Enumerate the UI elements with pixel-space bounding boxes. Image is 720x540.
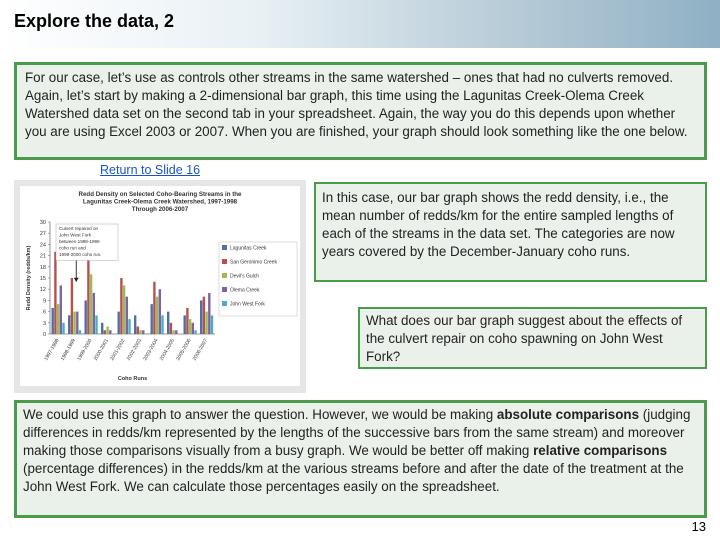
intro-text: For our case, let’s use as controls other streams in the same watershed – ones that had no culverts removed. Again, let’s start by making a 2-dimensional bar graph, this time using the Lagunitas Creek-Olema Creek Watershed data set on the second tab in your spreadsheet. Again, the way you do this depends upon whether you are using Excel 2003 or 2007. When you are finished, your graph should look something like the one below.	[25, 70, 688, 139]
bar	[205, 312, 207, 334]
x-tick-label: 2000-2001	[92, 338, 110, 362]
annotation-text: 1999-2000 coho run.	[59, 252, 102, 257]
bar	[151, 304, 153, 334]
annotation-text: between 1998-1999	[59, 239, 100, 244]
intro-text-box	[14, 62, 707, 160]
legend-label: John West Fork	[230, 301, 265, 308]
bar	[200, 300, 202, 334]
bar	[54, 252, 56, 334]
bar	[62, 323, 64, 334]
absolute-comparisons-term: absolute comparisons	[496, 407, 640, 422]
y-axis-label: Redd Density (redds/km)	[26, 245, 32, 311]
y-tick-label: 6	[42, 309, 46, 316]
legend-swatch	[222, 259, 227, 264]
bar	[203, 297, 205, 334]
answer-text-part-3: (percentage differences) in the redds/km at the various streams before and after the date of the treatment at the John West Fork. We can calculate those percentages easily on the spreadsheet.	[23, 461, 684, 494]
annotation-text: coho run and	[59, 245, 86, 251]
bar	[128, 319, 130, 334]
bar	[167, 312, 169, 334]
answer-text-part-2: (judging differences in redds/km represented by the lengths of the successive bars from the same stream) and moreover making those comparisons visually from a busy graph. We would be better off making	[23, 407, 691, 458]
x-tick-label: 1998-1999	[59, 338, 77, 362]
question-text: What does our bar graph suggest about the effects of the culvert repair on coho spawning on John West Fork?	[366, 313, 683, 364]
bar	[172, 330, 174, 334]
bar	[52, 308, 54, 334]
y-tick-label: 15	[39, 276, 46, 282]
legend-swatch	[222, 287, 227, 292]
bar	[137, 327, 139, 334]
bar	[208, 293, 210, 334]
bar-graph-description: In this case, our bar graph shows the redd density, i.e., the mean number of redds/km for the entire sampled lengths of each of the streams in the data set. The categories are now years covered by the December-January coho runs.	[322, 190, 675, 259]
legend-label: Lagunitas Creek	[230, 245, 267, 252]
bar	[186, 308, 188, 334]
x-tick-label: 1999-2000	[76, 338, 94, 362]
chart-container	[20, 186, 300, 386]
bar	[87, 259, 89, 334]
bar	[57, 304, 59, 334]
legend-swatch	[222, 245, 227, 250]
bar	[71, 278, 73, 334]
y-tick-label: 12	[39, 287, 46, 294]
annotation-arrowhead	[74, 278, 79, 282]
bar	[123, 285, 125, 334]
bar	[90, 274, 92, 334]
chart-title: Redd Density on Selected Coho-Bearing Streams in the	[78, 191, 242, 198]
bar	[73, 312, 75, 334]
bar	[85, 300, 87, 334]
x-tick-label: 2002-2003	[125, 338, 143, 362]
y-tick-label: 27	[39, 231, 46, 238]
bar	[106, 327, 108, 334]
bar	[194, 330, 196, 334]
bar	[142, 330, 144, 334]
bar	[170, 323, 172, 334]
chart-title: Through 2006-2007	[131, 206, 189, 213]
answer-text-part-1: We could use this graph to answer the question. However, we would be making	[23, 407, 497, 422]
x-axis-label: Coho Runs	[117, 376, 148, 382]
bar	[159, 289, 161, 334]
chart-frame	[14, 180, 306, 393]
x-tick-label: 1997-1998	[43, 338, 61, 362]
return-to-slide-link[interactable]: Return to Slide 16	[100, 163, 201, 177]
bar	[60, 285, 62, 334]
y-tick-label: 3	[42, 320, 46, 327]
bar	[153, 282, 155, 334]
bar	[161, 315, 163, 334]
bar	[109, 330, 111, 334]
x-tick-label: 2003-2004	[142, 338, 160, 362]
bar	[79, 330, 81, 334]
bar	[211, 315, 213, 334]
y-tick-label: 21	[39, 253, 46, 260]
legend-label: San Geronimo Creek	[230, 259, 277, 266]
bar	[126, 297, 128, 334]
bar	[120, 278, 122, 334]
bar	[139, 330, 141, 334]
slide-title: Explore the data, 2	[14, 11, 175, 31]
slide-header	[0, 0, 720, 48]
bar	[104, 330, 106, 334]
bar-graph-description-box	[314, 182, 707, 282]
y-tick-label: 0	[42, 332, 46, 338]
question-box	[358, 307, 707, 369]
bar	[95, 315, 97, 334]
page-number: 13	[691, 519, 706, 534]
y-tick-label: 18	[39, 264, 46, 271]
legend-label: Olema Creek	[230, 287, 260, 294]
chart-title: Lagunitas Creek-Olema Creek Watershed, 1997-1998	[82, 198, 238, 206]
relative-comparisons-term: relative comparisons	[533, 443, 668, 458]
bar	[184, 315, 186, 334]
y-tick-label: 9	[42, 298, 46, 305]
x-tick-label: 2006-2007	[191, 338, 209, 362]
x-tick-label: 2005-2006	[175, 338, 193, 362]
bar	[189, 319, 191, 334]
bar	[93, 293, 95, 334]
x-tick-label: 2001-2002	[109, 338, 127, 362]
annotation-text: Culvert repaired on	[59, 226, 99, 231]
legend-swatch	[222, 273, 227, 278]
bar	[76, 312, 78, 334]
x-tick-label: 2004-2005	[158, 338, 176, 362]
bar	[68, 315, 70, 334]
bar	[192, 323, 194, 334]
bar	[175, 330, 177, 334]
legend-label: Devil's Gulch	[230, 273, 260, 280]
y-tick-label: 30	[39, 220, 46, 226]
bar	[134, 315, 136, 334]
answer-text-box	[14, 400, 707, 518]
bar	[156, 297, 158, 334]
y-tick-label: 24	[39, 242, 46, 249]
bar	[101, 323, 103, 334]
legend-swatch	[222, 301, 227, 306]
annotation-text: John West Fork	[59, 232, 92, 238]
bar-chart	[20, 186, 300, 386]
bar	[118, 312, 120, 334]
